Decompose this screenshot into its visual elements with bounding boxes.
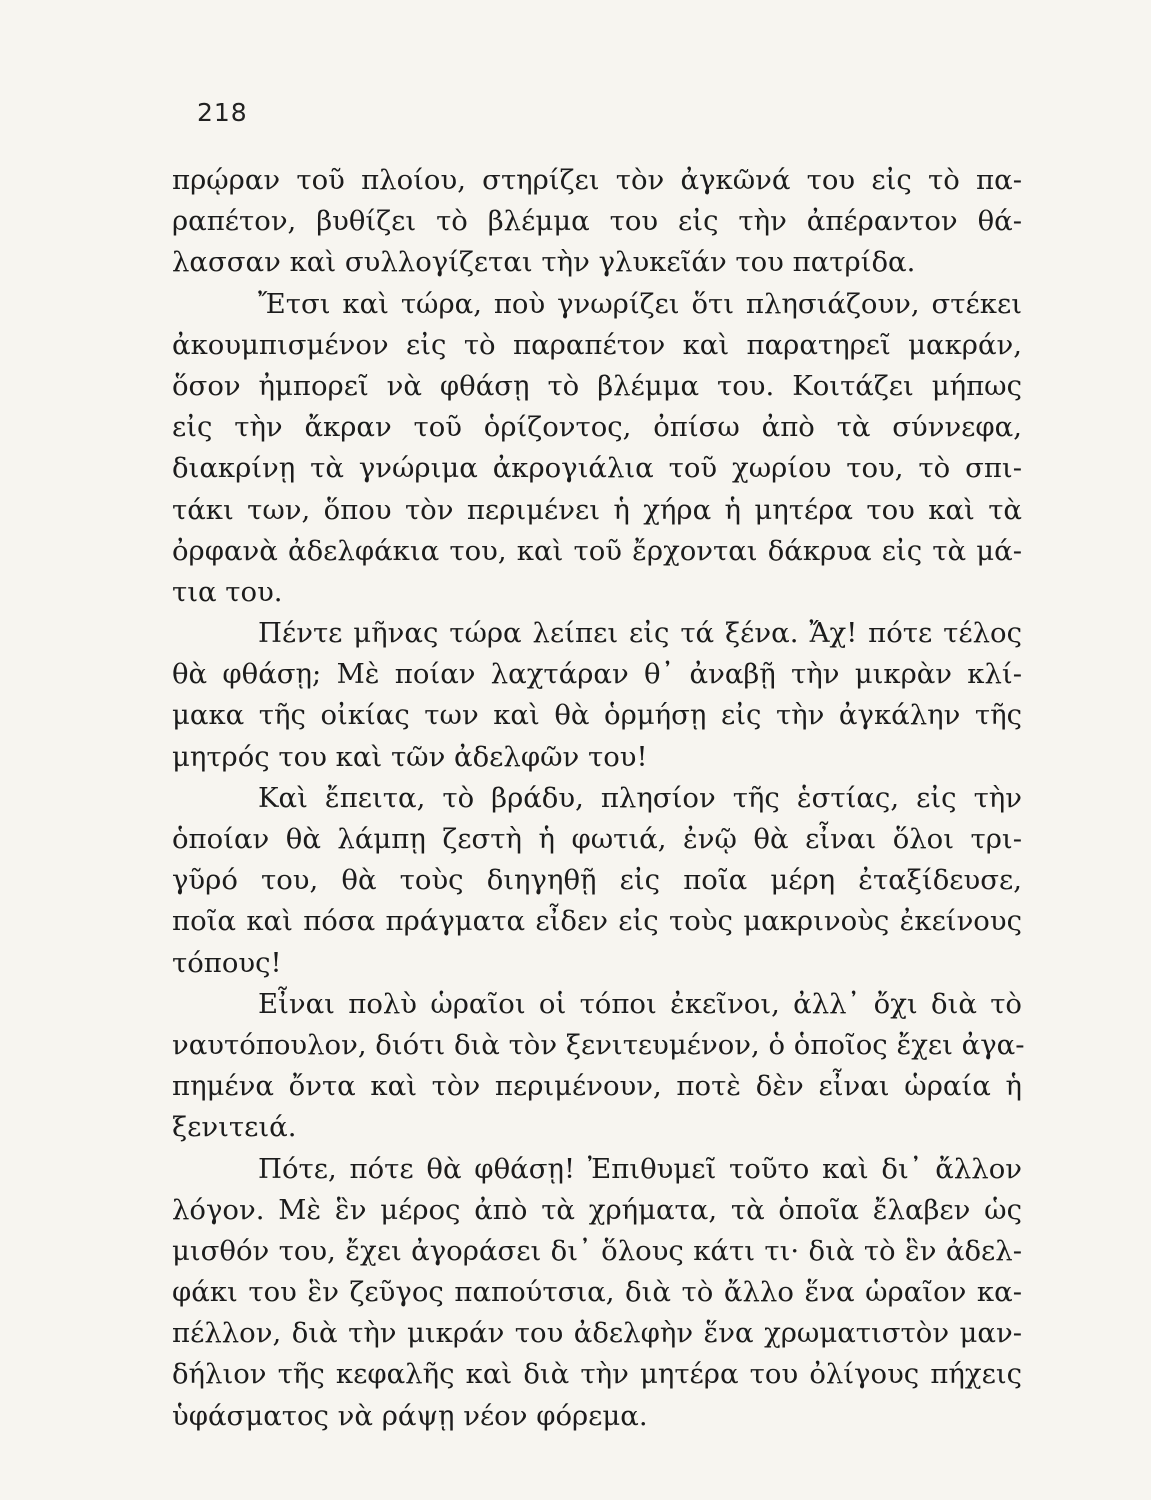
text-line: ἀκουμπισμένον εἰς τὸ παραπέτον καὶ παρατηρεῖ μακράν, [172, 328, 1022, 361]
text-line: Πέντε μῆνας τώρα λείπει εἰς τά ξένα. Ἄχ! πότε τέλος [258, 617, 1022, 650]
text-line: λασσαν καὶ συλλογίζεται τὴν γλυκεῖάν του πατρίδα. [172, 246, 916, 279]
text-line: θὰ φθάσῃ; Μὲ ποίαν λαχτάραν θ᾽ ἀναβῇ τὴν μικρὰν κλί- [172, 658, 1022, 691]
text-line: ξενιτειά. [172, 1111, 297, 1144]
text-line: γῦρό του, θὰ τοὺς διηγηθῇ εἰς ποῖα μέρη ἐταξίδευσε, [172, 864, 1022, 897]
body-text [172, 160, 1025, 1437]
text-line: διακρίνῃ τὰ γνώριμα ἀκρογιάλια τοῦ χωρίου του, τὸ σπι- [172, 452, 1022, 485]
text-line: τια του. [172, 575, 283, 608]
text-line: ποῖα καὶ πόσα πράγματα εἶδεν εἰς τοὺς μακρινοὺς ἐκείνους [172, 905, 1022, 938]
text-line: μητρός του καὶ τῶν ἀδελφῶν του! [172, 740, 648, 773]
text-line: τάκι των, ὅπου τὸν περιμένει ἡ χήρα ἡ μητέρα του καὶ τὰ [172, 493, 1022, 526]
page-number: 218 [197, 98, 248, 127]
text-line: Καὶ ἔπειτα, τὸ βράδυ, πλησίον τῆς ἑστίας, εἰς τὴν [258, 781, 1022, 814]
text-line: πρῴραν τοῦ πλοίου, στηρίζει τὸν ἀγκῶνά του εἰς τὸ πα- [172, 164, 1022, 196]
text-line: Ἔτσι καὶ τώρα, ποὺ γνωρίζει ὅτι πλησιάζουν, στέκει [258, 287, 1022, 320]
text-line: ὑφάσματος νὰ ράψῃ νέον φόρεμα. [172, 1399, 648, 1432]
text-line: ὀρφανὰ ἀδελφάκια του, καὶ τοῦ ἔρχονται δάκρυα εἰς τὰ μά- [172, 534, 1022, 567]
text-line: ὁποίαν θὰ λάμπῃ ζεστὴ ἡ φωτιά, ἐνῷ θὰ εἶναι ὅλοι τρι- [172, 823, 1022, 855]
text-line: δήλιον τῆς κεφαλῆς καὶ διὰ τὴν μητέρα του ὀλίγους πήχεις [172, 1358, 1022, 1391]
text-line: Εἶναι πολὺ ὡραῖοι οἱ τόποι ἐκεῖνοι, ἀλλ᾽ ὄχι διὰ τὸ [258, 987, 1022, 1020]
text-line: τόπους! [172, 946, 282, 979]
text-line: λόγον. Μὲ ἓν μέρος ἀπὸ τὰ χρήματα, τὰ ὁποῖα ἔλαβεν ὡς [172, 1193, 1022, 1226]
text-line: μισθόν του, ἔχει ἀγοράσει δι᾽ ὅλους κάτι τι· διὰ τὸ ἓν ἀδελ- [172, 1234, 1022, 1267]
text-line: ὅσον ἠμπορεῖ νὰ φθάσῃ τὸ βλέμμα του. Κοιτάζει μήπως [172, 369, 1022, 402]
text-line: πέλλον, διὰ τὴν μικράν του ἀδελφὴν ἕνα χρωματιστὸν μαν- [172, 1317, 1022, 1350]
text-line: ναυτόπουλον, διότι διὰ τὸν ξενιτευμένον, ὁ ὁποῖος ἔχει ἀγα- [172, 1028, 1025, 1061]
text-line: ραπέτον, βυθίζει τὸ βλέμμα του εἰς τὴν ἀπέραντον θά- [172, 205, 1022, 238]
text-line: μακα τῆς οἰκίας των καὶ θὰ ὁρμήσῃ εἰς τὴν ἀγκάλην τῆς [172, 699, 1022, 732]
text-line: Πότε, πότε θὰ φθάσῃ! Ἐπιθυμεῖ τοῦτο καὶ δι᾽ ἄλλον [258, 1152, 1022, 1185]
text-line: εἰς τὴν ἄκραν τοῦ ὁρίζοντος, ὀπίσω ἀπὸ τὰ σύννεφα, [172, 411, 1022, 444]
text-line: πημένα ὄντα καὶ τὸν περιμένουν, ποτὲ δὲν εἶναι ὡραία ἡ [172, 1070, 1022, 1103]
text-line: φάκι του ἓν ζεῦγος παπούτσια, διὰ τὸ ἄλλο ἕνα ὡραῖον κα- [172, 1276, 1022, 1309]
